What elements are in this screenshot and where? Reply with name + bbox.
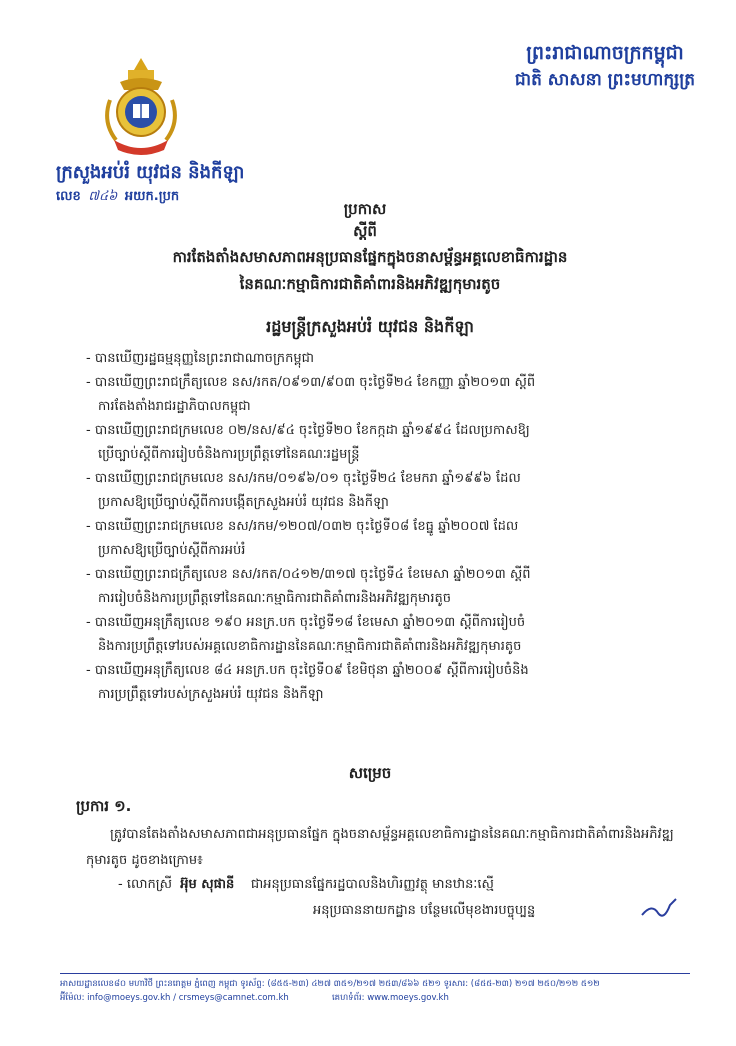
kingdom-title: ព្រះរាជាណាចក្រកម្ពុជា [526,42,684,64]
footer-email: អ៊ីម៉ែល: info@moeys.gov.kh / crsmeys@camnet.com.kh [60,993,289,1003]
footer-website: គេហទំព័រ: www.moeys.gov.kh [331,993,449,1003]
signer-heading: រដ្ឋមន្ត្រីក្រសួងអប់រំ យុវជន និងកីឡា [266,317,474,336]
reference-item: - បានឃើញព្រះរាជក្រឹត្យលេខ នស/រកត/០៩១៣/៩០៣ ចុះថ្ងៃទី២៤ ខែកញ្ញា ឆ្នាំ២០១៣ ស្តីពី ការតែងតាំងរាជរដ្ឋាភិបាលកម្ពុជា [86,375,536,414]
ministry-name: ក្រសួងអប់រំ យុវជន និងកីឡា [56,162,245,183]
national-motto: ជាតិ សាសនា ព្រះមហាក្សត្រ [514,70,696,90]
appointee-line-2 [118,898,688,924]
footer-divider [60,973,690,974]
reference-line [56,188,179,207]
royal-crest-icon [98,56,184,160]
appointee-role-2: អនុប្រធាននាយកដ្ឋាន បន្ថែមលើមុខងារបច្ចុប្បន្ន [313,903,536,918]
reference-item: - បានឃើញព្រះរាជក្រឹត្យលេខ នស/រកត/០៤១២/៣១៧ ចុះថ្ងៃទី៤ ខែមេសា ឆ្នាំ២០១៣ ស្តីពី ការរៀបចំនិងការប្រព្រឹត្តទៅនៃគណៈកម្មាធិការជាតិគាំពារនិងអភិវឌ្ឍកុមារតូច [86,567,531,606]
footer [60,977,690,1005]
title-line-2: នៃគណៈកម្មាធិការជាតិគាំពារនិងអភិវឌ្ឍកុមារតូច [239,275,501,293]
reference-label: លេខ [56,189,81,204]
document-type: ប្រកាស [343,200,387,218]
initial-mark [640,895,680,921]
reference-item: - បានឃើញអនុក្រឹត្យលេខ ៨៤ អនក្រ.បក ចុះថ្ងៃទី០៩ ខែមិថុនា ឆ្នាំ២០០៩ ស្តីពីការរៀបចំនិង ការប្រព្រឹត្តទៅរបស់ក្រសួងអប់រំ យុវជន និងកីឡា [86,663,529,702]
article-body: ត្រូវបានតែងតាំងសមាសភាពជាអនុប្រធានផ្នែក ក្នុងចនាសម្ព័ន្ធអគ្គលេខាធិការដ្ឋាននៃគណៈកម្មាធិការជាតិគាំពារនិងអភិវឌ្ឍកុមារតូច ដូចខាងក្រោម៖ [86,827,674,868]
appointee-role-1: ជាអនុប្រធានផ្នែករដ្ឋបាលនិងហិរញ្ញវត្ថុ មានឋានៈស្មើ [250,877,494,892]
appointee-entry [118,872,688,924]
reference-item: - បានឃើញរដ្ឋធម្មនុញ្ញនៃព្រះរាជាណាចក្រកម្ពុជា [86,351,314,366]
decision-heading: សម្រេច [348,764,392,782]
reference-item: - បានឃើញព្រះរាជក្រមលេខ នស/រកម/១២០៧/០៣២ ចុះថ្ងៃទី០៨ ខែធ្នូ ឆ្នាំ២០០៧ ដែល ប្រកាសឱ្យប្រើច្បាប់ស្តីពីការអប់រំ [86,519,519,558]
appointee-line-1 [118,872,688,898]
article-heading: ប្រការ ១. [76,797,132,815]
reference-item: - បានឃើញព្រះរាជក្រមលេខ ០២/នស/៩៤ ចុះថ្ងៃទី២០ ខែកក្កដា ឆ្នាំ១៩៩៤ ដែលប្រកាសឱ្យ ប្រើច្បាប់ស្តីពីការរៀបចំនិងការប្រព្រឹត្តទៅនៃគណៈរដ្ឋមន្ត្រី [86,423,530,462]
reference-number: ៧៤៦ [88,189,118,204]
footer-address: អាសយដ្ឋានលេខ៨០ មហាវិថី ព្រះនរោត្តម ភ្នំពេញ កម្ពុជា ទូរស័ព្ទ: (៨៥៥-២៣) ៤២៧ ៣៥១/២១៧ ២៥៣/៨៦៦ ៥២១ ទូរសារ: (៨៥៥-២៣) ២១៧ ២៥០/២១២ ៥១២ [60,979,600,989]
reference-list [86,347,686,707]
kingdom-heading [490,40,720,94]
reference-suffix: អយក.ប្រក [124,189,180,204]
reference-item: - បានឃើញអនុក្រឹត្យលេខ ១៩០ អនក្រ.បក ចុះថ្ងៃទី១៨ ខែមេសា ឆ្នាំ២០១៣ ស្តីពីការរៀបចំ និងការប្រព្រឹត្តទៅរបស់អគ្គលេខាធិការដ្ឋាននៃគណៈកម្មាធិការជាតិគាំពារនិងអភិវឌ្ឍកុមារតូច [86,615,526,654]
document-title [40,244,700,298]
title-line-1: ការតែងតាំងសមាសភាពអនុប្រធានផ្នែកក្នុងចនាសម្ព័ន្ធអគ្គលេខាធិការដ្ឋាន [172,248,568,266]
document-about: ស្តីពី [353,222,377,240]
reference-item: - បានឃើញព្រះរាជក្រមលេខ នស/រកម/០១៩៦/០១ ចុះថ្ងៃទី២៤ ខែមករា ឆ្នាំ១៩៩៦ ដែល ប្រកាសឱ្យប្រើច្បាប់ស្តីពីការបង្កើតក្រសួងអប់រំ យុវជន និងកីឡា [86,471,521,510]
appointee-name: អ៊ុម សុផានី [180,877,235,892]
appointee-prefix: - លោកស្រី [118,877,172,892]
footer-contacts [60,991,690,1005]
